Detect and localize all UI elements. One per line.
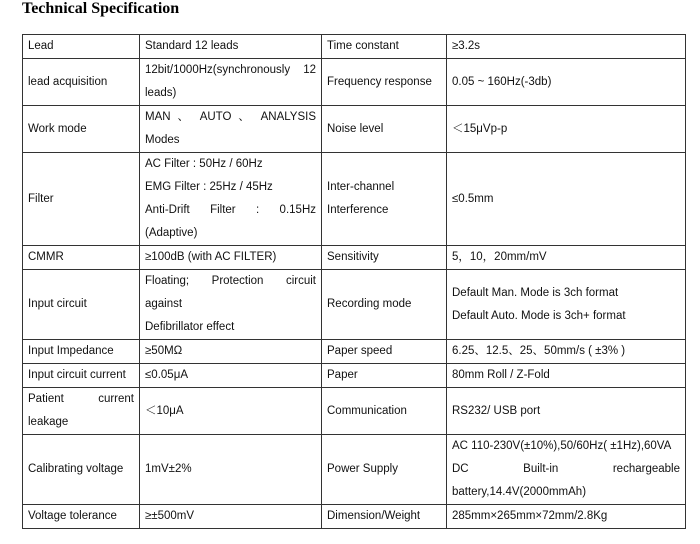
spec-label-cell [322, 246, 447, 270]
spec-value-cell [140, 153, 322, 246]
spec-label-cell [322, 340, 447, 364]
spec-label-cell [23, 59, 140, 106]
spec-label-cell [322, 270, 447, 340]
spec-table [22, 34, 686, 529]
cell-line: ≤0.5mm [452, 192, 494, 205]
cell-text: Communication [327, 404, 407, 417]
spec-label-cell [23, 153, 140, 246]
spec-label-cell [23, 505, 140, 529]
cell-line: battery,14.4V(2000mmAh) [452, 486, 587, 498]
cell-line: ≥±500mV [145, 510, 195, 522]
cell-line: EMG Filter : 25Hz / 45Hz [145, 181, 273, 193]
cell-line: ≥50MΩ [145, 345, 183, 357]
cell-line: Interference [327, 204, 389, 216]
table-row [23, 246, 686, 270]
cell-line: RS232/ USB port [452, 404, 541, 417]
cell-text: lead acquisition [28, 75, 108, 88]
cell-text: Input circuit [28, 298, 87, 310]
cell-line: 5，10，20mm/mV [452, 251, 547, 263]
spec-label-cell [23, 35, 140, 59]
cell-line: Default Auto. Mode is 3ch+ format [452, 309, 626, 322]
cell-text: Voltage tolerance [28, 510, 117, 522]
cell-line: Anti-Drift Filter : 0.15Hz [145, 204, 316, 216]
spec-label-cell [322, 153, 447, 246]
cell-line: 1mV±2% [145, 463, 192, 475]
spec-label-cell [322, 106, 447, 153]
spec-label-cell [23, 340, 140, 364]
table-row [23, 59, 686, 106]
spec-label-cell [322, 364, 447, 388]
spec-label-cell [23, 270, 140, 340]
cell-text: Work mode [28, 122, 87, 135]
spec-label-cell [322, 388, 447, 435]
cell-line: Floating; Protection circuit [145, 275, 316, 287]
cell-line: AC 110-230V(±10%),50/60Hz( ±1Hz),60VA [452, 440, 672, 452]
cell-text: Filter [28, 192, 54, 205]
cell-line: 80mm Roll / Z-Fold [452, 369, 550, 381]
cell-text: Noise level [327, 122, 384, 135]
spec-label-cell [23, 246, 140, 270]
cell-line: leads) [145, 87, 177, 99]
table-row [23, 364, 686, 388]
table-row [23, 340, 686, 364]
cell-line: 12bit/1000Hz(synchronously 12 [145, 64, 316, 76]
cell-line: ≥100dB (with AC FILTER) [145, 251, 277, 263]
cell-line: Inter-channel [327, 181, 395, 193]
cell-line: ≤0.05μA [145, 369, 188, 381]
cell-line: AC Filter : 50Hz / 60Hz [145, 158, 263, 170]
cell-text: Frequency response [327, 75, 432, 88]
spec-label-cell [23, 435, 140, 505]
spec-label-cell [23, 106, 140, 153]
cell-text: Input Impedance [28, 345, 114, 357]
cell-line: ＜15μVp-p [452, 122, 508, 135]
spec-label-cell [322, 435, 447, 505]
spec-value-cell [140, 35, 322, 59]
spec-value-cell [447, 364, 686, 388]
cell-text: Input circuit current [28, 369, 126, 381]
cell-text: Recording mode [327, 298, 412, 310]
cell-text: Dimension/Weight [327, 510, 421, 522]
cell-text: Power Supply [327, 463, 398, 475]
spec-value-cell [140, 435, 322, 505]
page-title: Technical Specification [22, 0, 180, 17]
cell-text: Lead [28, 40, 54, 52]
cell-line: 6.25、12.5、25、50mm/s ( ±3% ) [452, 345, 626, 357]
cell-line: Modes [145, 134, 180, 146]
cell-line: leakage [28, 416, 69, 428]
table-row [23, 153, 686, 246]
spec-value-cell [140, 505, 322, 529]
spec-value-cell [140, 340, 322, 364]
table-row [23, 35, 686, 59]
cell-text: Calibrating voltage [28, 463, 124, 475]
cell-line: Patient current [28, 393, 134, 405]
table-row [23, 270, 686, 340]
spec-value-cell [447, 388, 686, 435]
cell-line: 285mm×265mm×72mm/2.8Kg [452, 510, 608, 522]
cell-text: Time constant [327, 40, 399, 52]
cell-text: CMMR [28, 251, 64, 263]
spec-value-cell [447, 505, 686, 529]
cell-line: ＜10μA [145, 404, 184, 417]
spec-value-cell [447, 246, 686, 270]
cell-line: against [145, 298, 183, 310]
table-row [23, 106, 686, 153]
spec-value-cell [140, 59, 322, 106]
cell-text: Paper [327, 369, 358, 381]
spec-label-cell [322, 35, 447, 59]
spec-value-cell [447, 270, 686, 340]
cell-line: Defibrillator effect [145, 321, 235, 333]
cell-line: Standard 12 leads [145, 40, 239, 52]
spec-value-cell [140, 270, 322, 340]
spec-value-cell [140, 106, 322, 153]
spec-value-cell [447, 59, 686, 106]
spec-value-cell [447, 435, 686, 505]
spec-value-cell [447, 106, 686, 153]
cell-text: Paper speed [327, 345, 393, 357]
spec-label-cell [322, 59, 447, 106]
cell-line: DC Built-in rechargeable [452, 463, 680, 475]
spec-value-cell [447, 340, 686, 364]
cell-line: 0.05 ~ 160Hz(-3db) [452, 75, 552, 88]
table-row [23, 388, 686, 435]
spec-label-cell [23, 364, 140, 388]
spec-value-cell [447, 35, 686, 59]
cell-line: Default Man. Mode is 3ch format [452, 286, 619, 299]
cell-line: MAN 、 AUTO 、 ANALYSIS [145, 111, 316, 123]
spec-value-cell [447, 153, 686, 246]
spec-label-cell [322, 505, 447, 529]
spec-value-cell [140, 388, 322, 435]
cell-line: (Adaptive) [145, 227, 198, 239]
table-row [23, 505, 686, 529]
cell-text: Sensitivity [327, 251, 379, 263]
table-row [23, 435, 686, 505]
spec-value-cell [140, 246, 322, 270]
cell-line: ≥3.2s [452, 40, 481, 52]
spec-label-cell [23, 388, 140, 435]
spec-value-cell [140, 364, 322, 388]
